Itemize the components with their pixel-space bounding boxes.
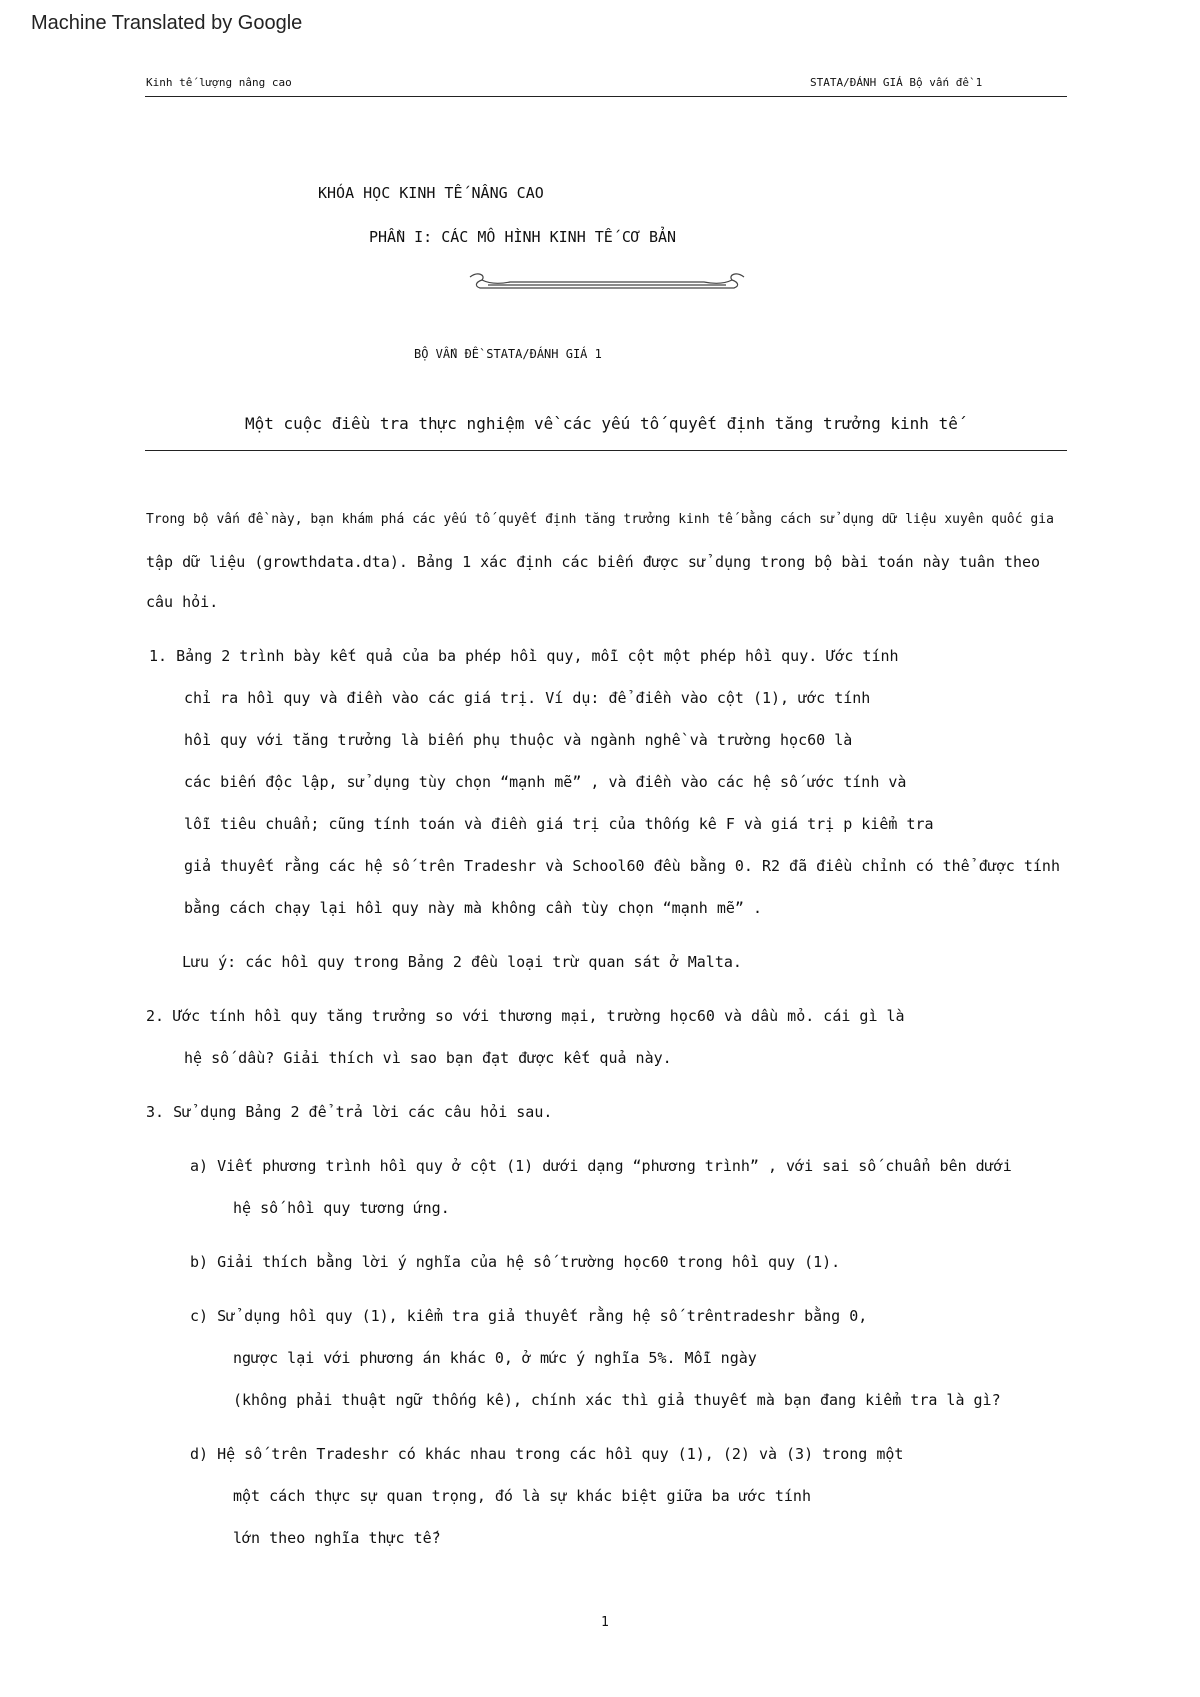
course-title: KHÓA HỌC KINH TẾ NÂNG CAO (318, 184, 544, 202)
question-1-line: các biến độc lập, sử dụng tùy chọn “mạnh mẽ” , và điền vào các hệ số ước tính và (184, 773, 907, 791)
question-1-line: chỉ ra hồi quy và điền vào các giá trị. Ví dụ: để điền vào cột (1), ước tính (184, 689, 871, 707)
question-3d-line: lớn theo nghĩa thực tế? (233, 1529, 441, 1547)
question-2-line: hệ số dầu? Giải thích vì sao bạn đạt được kết quả này. (184, 1049, 672, 1067)
intro-line: câu hỏi. (146, 593, 219, 611)
running-header-left: Kinh tế lượng nâng cao (146, 76, 292, 89)
question-3c-line: ngược lại với phương án khác 0, ở mức ý nghĩa 5%. Mỗi ngày (233, 1349, 757, 1367)
question-3c-line: c) Sử dụng hồi quy (1), kiểm tra giả thuyết rằng hệ số trêntradeshr bằng 0, (190, 1307, 868, 1325)
question-3b-line: b) Giải thích bằng lời ý nghĩa của hệ số trường học60 trong hồi quy (1). (190, 1253, 841, 1271)
ornament-divider (466, 268, 748, 298)
machine-translation-banner: Machine Translated by Google (31, 12, 303, 34)
question-3d-line: d) Hệ số trên Tradeshr có khác nhau trong các hồi quy (1), (2) và (3) trong một (190, 1445, 904, 1463)
question-1-line: giả thuyết rằng các hệ số trên Tradeshr và School60 đều bằng 0. R2 đã điều chỉnh có thể được tính (184, 857, 1060, 875)
question-1-line: hồi quy với tăng trưởng là biến phụ thuộc và ngành nghề và trường học60 là (184, 731, 853, 749)
question-3a-line: hệ số hồi quy tương ứng. (233, 1199, 450, 1217)
question-3-heading: 3. Sử dụng Bảng 2 để trả lời các câu hỏi sau. (146, 1103, 553, 1121)
intro-line: tập dữ liệu (growthdata.dta). Bảng 1 xác định các biến được sử dụng trong bộ bài toán này tuân theo (146, 553, 1041, 571)
problem-set-subtitle: Một cuộc điều tra thực nghiệm về các yếu tố quyết định tăng trưởng kinh tế (245, 414, 958, 433)
page-number: 1 (601, 1615, 609, 1630)
question-3a-line: a) Viết phương trình hồi quy ở cột (1) dưới dạng “phương trình” , với sai số chuẩn bên dưới (190, 1157, 1012, 1175)
question-1-line: 1. Bảng 2 trình bày kết quả của ba phép hồi quy, mỗi cột một phép hồi quy. Ước tính (149, 647, 899, 665)
question-1-line: lỗi tiêu chuẩn; cũng tính toán và điền giá trị của thống kê F và giá trị p kiểm tra (184, 815, 934, 833)
question-2-line: 2. Ước tính hồi quy tăng trưởng so với thương mại, trường học60 và dầu mỏ. cái gì là (146, 1007, 905, 1025)
header-rule (145, 96, 1067, 97)
question-1-note: Lưu ý: các hồi quy trong Bảng 2 đều loại trừ quan sát ở Malta. (182, 953, 742, 971)
question-3c-line: (không phải thuật ngữ thống kê), chính xác thì giả thuyết mà bạn đang kiểm tra là gì? (233, 1391, 1001, 1409)
question-3d-line: một cách thực sự quan trọng, đó là sự khác biệt giữa ba ước tính (233, 1487, 811, 1505)
title-rule (145, 450, 1067, 451)
part-title: PHẦN I: CÁC MÔ HÌNH KINH TẾ CƠ BẢN (369, 228, 677, 246)
question-1-line: bằng cách chạy lại hồi quy này mà không cần tùy chọn “mạnh mẽ” . (184, 899, 762, 917)
intro-line: Trong bộ vấn đề này, bạn khám phá các yếu tố quyết định tăng trưởng kinh tế bằng cách sử dụng dữ liệu xuyên quốc gia (146, 512, 1054, 527)
running-header-right: STATA/ĐÁNH GIÁ Bộ vấn đề 1 (810, 76, 983, 89)
problem-set-title: BỘ VẤN ĐỀ STATA/ĐÁNH GIÁ 1 (414, 347, 602, 361)
